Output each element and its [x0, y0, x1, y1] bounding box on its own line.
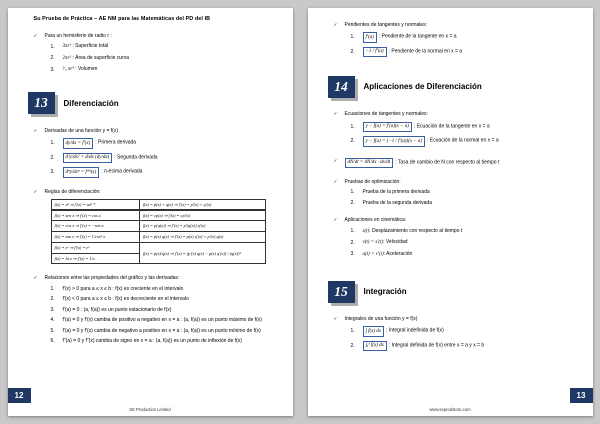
rule-cell: f(x) = p(x) + q(x) ⇒ f′(x) = p′(x) + q′(x)	[139, 199, 266, 210]
item-number: 1.	[50, 140, 55, 146]
item-text	[345, 158, 500, 169]
item-number: 2.	[350, 239, 355, 246]
item-number: 1.	[50, 285, 55, 292]
item-number: 1.	[350, 189, 355, 196]
rule-cell: f(x) = p(x)/q(x) ⇒ f′(x) = (p′(x) q(x) − p(x) q′(x)) / (q(x))²	[139, 242, 266, 264]
item-text: f′(a) = 0 y f′(x) cambia de positivo a negativo en x = a : (a, f(a)) es un punto máximo de f(x)	[62, 317, 262, 324]
rules-bullet-row	[34, 189, 281, 195]
relations-label: Relaciones entre las propiedades del gráfico y las derivadas:	[44, 275, 180, 282]
list-item	[351, 200, 581, 207]
check-bullet-icon: ✓	[33, 188, 38, 194]
list-item	[351, 228, 581, 236]
check-bullet-icon: ✓	[33, 33, 38, 38]
tangent-equations-bullet-row	[334, 111, 581, 117]
optimization-bullet-row	[334, 179, 581, 185]
hemisphere-label: Para un hemisferio de radio r :	[44, 33, 112, 39]
item-text	[63, 43, 109, 51]
integrals-bullet-row	[334, 316, 581, 322]
right-page	[308, 8, 593, 416]
item-text: f′(a) = 0 y f′(x) cambia de negativo a positivo en x = a : (a, f(a)) es un punto mínimo de f(x)	[62, 327, 261, 334]
section-number-box	[328, 281, 355, 303]
rule-cell: f(x) = xⁿ ⇒ f′(x) = nxⁿ⁻¹	[51, 199, 140, 210]
item-number: 2.	[350, 342, 355, 349]
formula: dN/dt = dN/dx · dx/dt	[345, 158, 394, 169]
item-text	[63, 55, 130, 63]
list-item	[51, 286, 281, 293]
rule-cell: f(x) = cos x ⇒ f′(x) = −sen x	[51, 220, 140, 231]
list-item	[51, 307, 281, 314]
item-number: 2.	[50, 55, 55, 62]
formula: s(t)	[362, 228, 370, 234]
rule-cell: f(x) = ln x ⇒ f′(x) = 1/x	[51, 253, 140, 264]
item-text	[63, 153, 158, 164]
check-bullet-icon: ✓	[333, 111, 338, 117]
item-desc: : n-ésima derivada	[101, 168, 143, 175]
kinematics-label: Aplicaciones en cinemática:	[344, 217, 407, 224]
rule-cell: f(x) = tan x ⇒ f′(x) = 1/cos² x	[51, 231, 140, 242]
item-number: 1.	[350, 228, 355, 234]
left-page-footer: SE Production Limited	[129, 407, 171, 412]
item-number: 1.	[50, 43, 55, 50]
item-desc: : Integral indefinida de f(x)	[386, 327, 444, 334]
rule-cell: f(x) = p(q(x)) ⇒ f′(x) = p′(q(x)) q′(x)	[139, 220, 266, 231]
item-number: 6.	[50, 338, 55, 345]
item-desc: : Velocidad	[383, 239, 408, 245]
item-text: f′(x) < 0 para a ≤ x ≤ b : f(x) es decreciente en el intervalo	[62, 296, 189, 303]
check-bullet-icon: ✓	[333, 22, 338, 27]
page-number-left: 12	[8, 388, 31, 403]
hemisphere-bullet-row	[34, 33, 281, 39]
list-item	[351, 251, 581, 259]
list-item	[351, 32, 581, 43]
item-text	[363, 32, 457, 43]
formula: dⁿy/dxⁿ = f⁽ⁿ⁾(x)	[63, 167, 100, 178]
item-number: 4.	[50, 317, 55, 324]
item-desc: : Segunda derivada	[114, 154, 158, 160]
check-bullet-icon: ✓	[333, 157, 338, 163]
list-item	[351, 122, 581, 133]
item-number: 2.	[350, 199, 355, 206]
section-number: 14	[328, 76, 355, 98]
item-text	[363, 341, 485, 352]
check-bullet-icon: ✓	[33, 127, 38, 133]
item-text	[63, 167, 143, 178]
item-desc: : Aceleración	[383, 250, 413, 257]
list-item	[51, 167, 281, 178]
list-item	[51, 55, 281, 63]
item-text	[363, 228, 463, 236]
tangent-equations-label: Ecuaciones de tangentes y normales:	[344, 111, 428, 118]
item-desc: : Tasa de cambio de N con respecto al tiempo t	[395, 159, 500, 165]
rule-cell: f(x) = cp(x) ⇒ f′(x) = cp′(x)	[139, 210, 266, 221]
slopes-bullet-row	[334, 22, 581, 28]
section-heading-14	[328, 73, 581, 100]
formula: f′(a)	[363, 32, 377, 43]
item-text: f′(x) > 0 para a ≤ x ≤ b : f(x) es creciente en el intervalo	[62, 285, 184, 292]
relations-bullet-row	[34, 275, 281, 281]
kinematics-bullet-row	[334, 217, 581, 223]
section-heading-15	[328, 278, 581, 305]
item-text	[363, 251, 413, 259]
item-number: 2.	[50, 154, 55, 161]
derivatives-label: Derivadas de una función y = f(x)	[44, 127, 119, 134]
list-item	[351, 239, 581, 247]
check-bullet-icon: ✓	[333, 179, 338, 184]
list-item	[51, 153, 281, 164]
differentiation-rules-table	[51, 199, 281, 265]
rule-cell: f(x) = sen x ⇒ f′(x) = cos x	[51, 210, 140, 221]
rules-column-left	[51, 199, 140, 265]
item-text	[363, 122, 490, 133]
list-item	[351, 136, 581, 147]
list-item	[351, 189, 581, 196]
item-desc: : Superficie total	[72, 43, 109, 50]
formula: dy/dx = f′(x)	[63, 138, 94, 149]
item-number: 1.	[350, 34, 355, 41]
list-item	[51, 138, 281, 149]
check-bullet-icon: ✓	[33, 275, 38, 281]
formula: y − f(a) = (−1 / f′(a))(x − a)	[363, 136, 426, 147]
optimization-label: Pruebas de optimización:	[344, 179, 401, 185]
item-number: 3.	[50, 66, 55, 73]
formula: ∫ f(x) dx	[363, 326, 385, 337]
section-number-box	[328, 76, 355, 98]
formula: a(t) = v′(t)	[362, 251, 384, 257]
item-desc: : Pendiente de la normal en x = a	[388, 48, 463, 55]
check-bullet-icon: ✓	[333, 217, 338, 223]
left-page-content	[8, 8, 293, 345]
list-item	[51, 338, 281, 345]
item-text	[63, 66, 98, 74]
item-desc: : Primera derivada	[95, 139, 137, 146]
item-text	[363, 136, 499, 147]
list-item	[351, 341, 581, 352]
section-title: Integración	[363, 287, 407, 296]
item-number: 2.	[50, 296, 55, 303]
section-title: Aplicaciones de Diferenciación	[363, 82, 482, 92]
document-header: Su Prueba de Práctica – AE NM para las Matemáticas del PD del IB	[33, 16, 211, 22]
list-item	[351, 326, 581, 337]
rules-column-right	[139, 199, 266, 265]
formula: −1 / f′(a)	[363, 47, 387, 58]
rule-cell: f(x) = p(x) q(x) ⇒ f′(x) = p(x) q′(x) + p′(x) q(x)	[139, 231, 266, 242]
formula: 2πr²	[62, 55, 71, 61]
item-text	[63, 138, 137, 149]
list-item	[51, 296, 281, 303]
item-text	[363, 326, 444, 337]
formula: v(t) = s′(t)	[362, 240, 384, 245]
item-number: 3.	[350, 251, 355, 257]
item-number: 2.	[350, 138, 355, 144]
rate-of-change-row	[334, 158, 581, 169]
formula: y − f(a) = f′(a)(x − a)	[363, 122, 412, 133]
page-number-right: 13	[570, 388, 593, 403]
item-number: 5.	[50, 327, 55, 334]
derivatives-bullet-row	[34, 128, 281, 134]
integrals-label: Integrales de una función y = f(x)	[344, 316, 418, 322]
formula: ²⁄₃ πr³	[62, 67, 74, 73]
item-number: 2.	[350, 48, 355, 55]
list-item	[51, 66, 281, 74]
item-desc: : Desplazamiento con respecto al tiempo t	[369, 227, 463, 234]
item-text: f″(a) = 0 y f″(x) cambia de signo en x = a : (a, f(a)) es un punto de inflexión de f(x)	[62, 338, 242, 345]
item-text: Prueba de la segunda derivada	[362, 199, 432, 206]
section-heading-13	[28, 90, 281, 117]
section-number: 15	[328, 281, 355, 303]
slopes-label: Pendientes de tangentes y normales:	[344, 22, 428, 28]
formula: d²y/dx² = d/dx (dy/dx)	[63, 153, 113, 164]
item-desc: : Integral definida de f(x) entre x = a y x = b	[388, 342, 485, 349]
list-item	[51, 328, 281, 335]
item-desc: : Pendiente de la tangente en x = a	[378, 33, 457, 40]
right-page-footer: www.seprodstore.com	[429, 407, 471, 412]
item-text	[363, 47, 463, 58]
list-item	[51, 317, 281, 324]
item-number: 1.	[350, 328, 355, 335]
list-item	[51, 43, 281, 51]
check-bullet-icon: ✓	[333, 316, 338, 321]
section-number: 13	[28, 92, 55, 114]
left-page	[8, 8, 293, 416]
list-item	[351, 47, 581, 58]
item-number: 3.	[50, 169, 55, 175]
rules-label: Reglas de diferenciación:	[44, 188, 101, 195]
rule-cell: f(x) = eˣ ⇒ f′(x) = eˣ	[51, 242, 140, 253]
formula: ∫ₐᵇ f(x) dx	[363, 341, 387, 352]
item-text	[363, 239, 408, 247]
section-title: Diferenciación	[63, 98, 119, 108]
item-number: 1.	[350, 123, 355, 130]
formula: 3πr²	[62, 44, 71, 50]
item-desc: : Volumen	[75, 66, 98, 73]
item-desc: : Ecuación de la normal en x = a	[427, 137, 499, 144]
section-number-box	[28, 92, 55, 114]
item-number: 3.	[50, 306, 55, 313]
right-page-content	[308, 8, 593, 351]
item-text: Prueba de la primera derivada	[362, 189, 430, 196]
item-text: f′(a) = 0 : (a, f(a)) es un punto estacionario de f(x)	[62, 306, 172, 313]
item-desc: : Área de superficie curva	[72, 54, 130, 61]
item-desc: : Ecuación de la tangente en x = a	[413, 123, 490, 129]
